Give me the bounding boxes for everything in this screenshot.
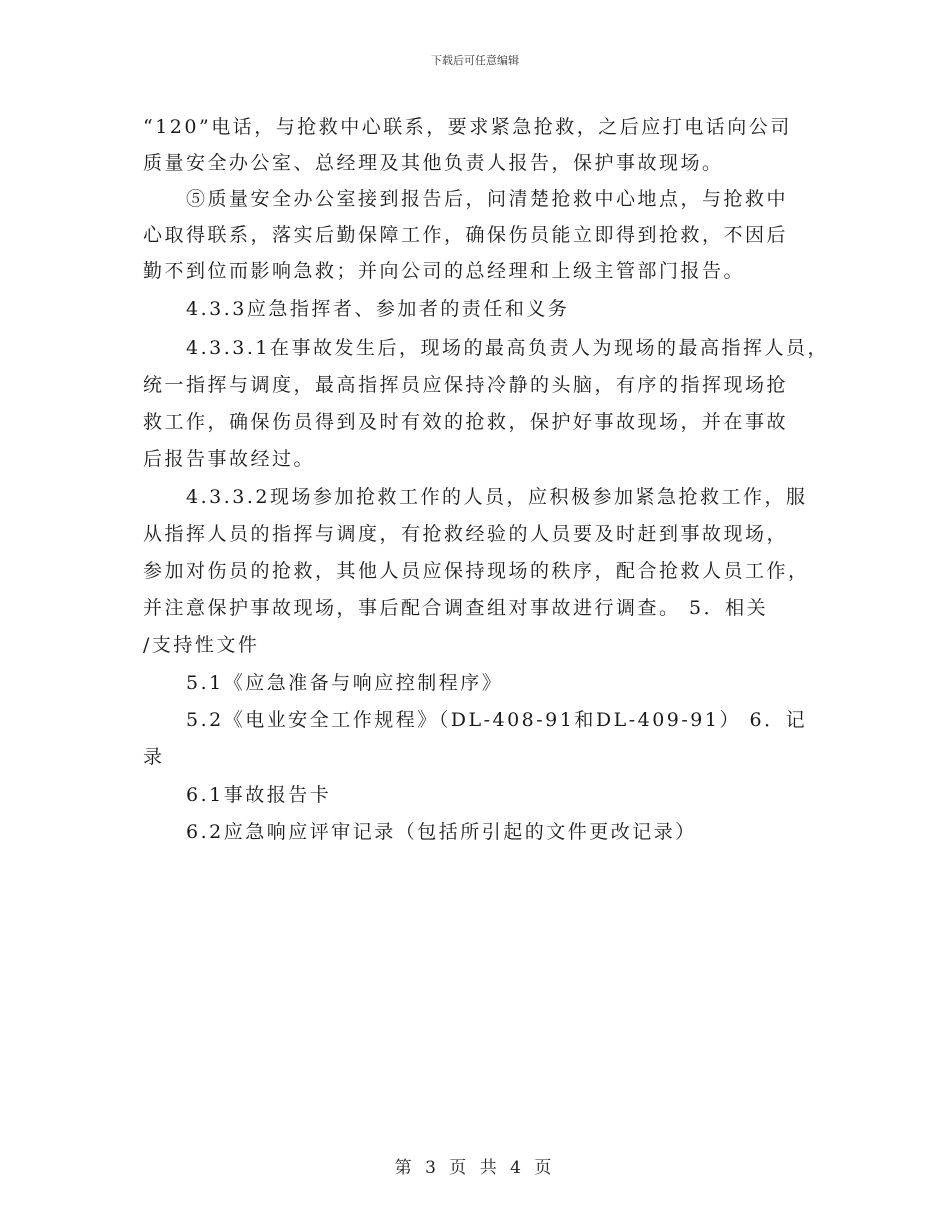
paragraph-line: 勤不到位而影响急救；并向公司的总经理和上级主管部门报告。 (143, 260, 746, 282)
page-number: 第 3 页 共 4 页 (394, 1158, 556, 1178)
paragraph-line: ⑤质量安全办公室接到报告后，问清楚抢救中心地点，与抢救中 (186, 188, 789, 210)
record-item: 6.2应急响应评审记录（包括所引起的文件更改记录） (186, 821, 697, 843)
paragraph-line: 从指挥人员的指挥与调度，有抢救经验的人员要及时赶到事故现场， (143, 523, 789, 545)
reference-item: 5.2《电业安全工作规程》（DL-408-91和DL-409-91） 6．记 (186, 709, 808, 731)
paragraph-line: 后报告事故经过。 (143, 448, 316, 470)
paragraph-line: “120”电话，与抢救中心联系，要求紧急抢救，之后应打电话向公司 (143, 116, 792, 138)
paragraph-line: 救工作，确保伤员得到及时有效的抢救，保护好事故现场，并在事故 (143, 411, 789, 433)
paragraph-line: 4.3.3.2现场参加抢救工作的人员，应积极参加紧急抢救工作，服 (186, 486, 808, 508)
paragraph-line: 心取得联系，落实后勤保障工作，确保伤员能立即得到抢救，不因后 (143, 224, 789, 246)
paragraph-line: /支持性文件 (143, 634, 260, 656)
paragraph-line: 参加对伤员的抢救，其他人员应保持现场的秩序，配合抢救人员工作， (143, 560, 810, 582)
paragraph-line: 统一指挥与调度，最高指挥员应保持冷静的头脑，有序的指挥现场抢 (143, 374, 789, 396)
page-header: 下载后可任意编辑 (431, 54, 519, 67)
paragraph-line: 质量安全办公室、总经理及其他负责人报告，保护事故现场。 (143, 152, 724, 174)
reference-item: 5.1《应急准备与响应控制程序》 (186, 672, 504, 694)
paragraph-line: 4.3.3.1在事故发生后，现场的最高负责人为现场的最高指挥人员， (186, 337, 829, 359)
record-item: 6.1事故报告卡 (186, 784, 332, 806)
section-heading: 4.3.3应急指挥者、参加者的责任和义务 (186, 298, 570, 320)
paragraph-line: 录 (143, 746, 165, 768)
paragraph-line: 并注意保护事故现场，事后配合调查组对事故进行调查。 5．相关 (143, 597, 769, 619)
